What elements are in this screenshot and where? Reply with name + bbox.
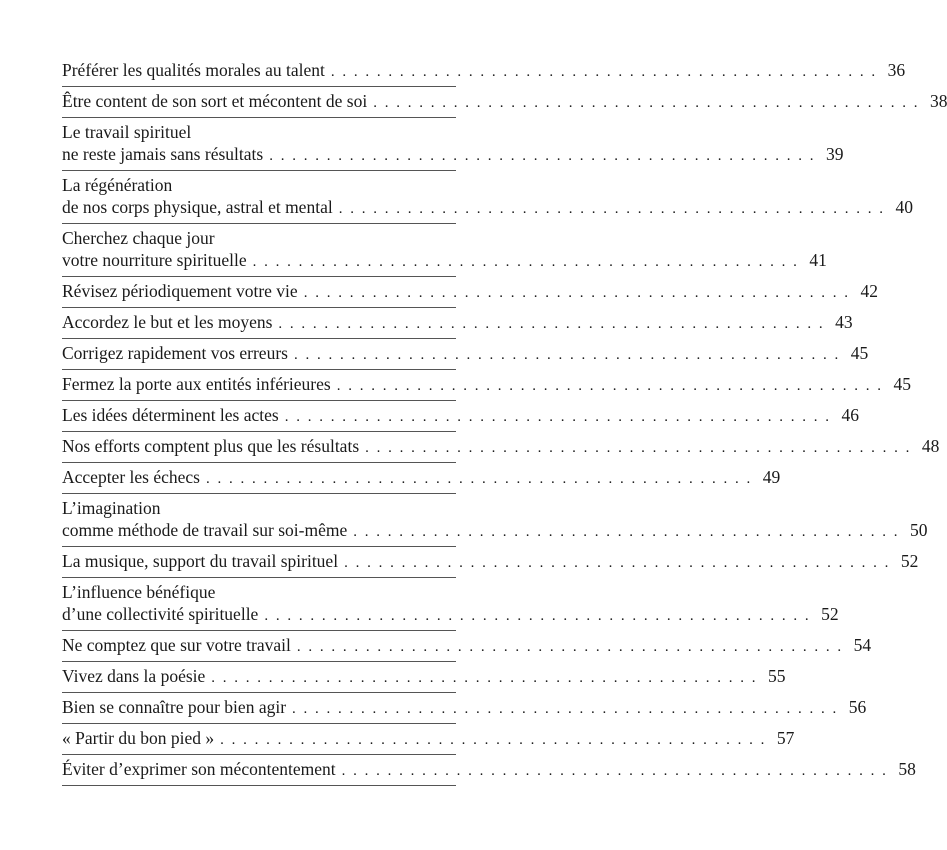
toc-entry-title-line: L’imagination <box>62 498 161 518</box>
toc-page-number: 41 <box>809 250 827 270</box>
toc-page-number: 45 <box>893 374 911 394</box>
toc-entry-title-line: La musique, support du travail spirituel <box>62 551 339 571</box>
toc-entry-title-line: Être content de son sort et mécontent de soi <box>62 91 368 111</box>
toc-entry-title-line: L’influence bénéfique <box>62 582 216 602</box>
toc-page-number: 56 <box>848 697 867 717</box>
toc-entry-last-line <box>62 727 795 751</box>
toc-entry-last-line <box>62 59 906 83</box>
toc-entry-title-line: Révisez périodiquement votre vie <box>62 281 298 301</box>
toc-entry <box>62 432 940 463</box>
dot-leader: . . . . . . . . . . . . . . . . . . . . . . . . . . . . . . . . . . . . . . . . . . . . . . . . <box>293 347 841 363</box>
dot-leader: . . . . . . . . . . . . . . . . . . . . . . . . . . . . . . . . . . . . . . . . . . . . . . . . <box>330 64 878 80</box>
dot-leader: . . . . . . . . . . . . . . . . . . . . . . . . . . . . . . . . . . . . . . . . . . . . . . . . <box>296 639 844 655</box>
toc-entry-last-line <box>62 373 911 397</box>
toc-entry <box>62 755 916 786</box>
toc-entry-title-line: Accepter les échecs <box>62 467 200 487</box>
toc-entry <box>62 370 911 401</box>
dot-leader: . . . . . . . . . . . . . . . . . . . . . . . . . . . . . . . . . . . . . . . . . . . . . . . . <box>338 201 885 217</box>
toc-entry-last-line <box>62 311 853 335</box>
toc-entry <box>62 339 869 370</box>
toc-page-number: 55 <box>768 666 786 686</box>
toc-entry-title-line: Les idées déterminent les actes <box>62 405 279 425</box>
dot-leader: . . . . . . . . . . . . . . . . . . . . . . . . . . . . . . . . . . . . . . . . . . . . . . . . <box>353 524 900 540</box>
toc-entry-last-line <box>62 249 827 273</box>
toc-entry-title-line: d’une collectivité spirituelle <box>62 604 259 624</box>
toc-entry-title-line: ne reste jamais sans résultats <box>62 144 264 164</box>
toc-entry-title-line: comme méthode de travail sur soi-même <box>62 520 348 540</box>
toc-entry-last-line <box>62 634 872 658</box>
toc-page-number: 45 <box>850 343 869 363</box>
dot-leader: . . . . . . . . . . . . . . . . . . . . . . . . . . . . . . . . . . . . . . . . . . . . . . . . <box>284 409 831 425</box>
dot-leader: . . . . . . . . . . . . . . . . . . . . . . . . . . . . . . . . . . . . . . . . . . . . . . . . <box>205 471 753 487</box>
toc-page-number: 42 <box>860 281 878 301</box>
toc-entry-title-line: « Partir du bon pied » <box>62 728 215 748</box>
toc-page-number: 43 <box>835 312 853 332</box>
toc-entry-last-line <box>62 143 844 167</box>
toc-entry-title-line: votre nourriture spirituelle <box>62 250 247 270</box>
toc-page-number: 49 <box>762 467 781 487</box>
toc-entry-last-line <box>62 758 916 782</box>
toc-entry-last-line <box>62 90 947 114</box>
toc-entry <box>62 56 906 87</box>
toc-entry <box>62 171 913 224</box>
toc-entry-title-line: Accordez le but et les moyens <box>62 312 273 332</box>
toc-entry-title-line: Préférer les qualités morales au talent <box>62 60 325 80</box>
toc-entry <box>62 662 786 693</box>
toc-entry-last-line <box>62 342 869 366</box>
toc-page-number: 50 <box>910 520 928 540</box>
toc-page-number: 58 <box>898 759 916 779</box>
toc-entry <box>62 547 919 578</box>
toc-entry <box>62 693 867 724</box>
dot-leader: . . . . . . . . . . . . . . . . . . . . . . . . . . . . . . . . . . . . . . . . . . . . . . . . <box>373 95 920 111</box>
toc-entry <box>62 578 839 631</box>
toc-entry-title-line: Nos efforts comptent plus que les résultats <box>62 436 360 456</box>
table-of-contents <box>62 56 947 786</box>
toc-entry <box>62 277 878 308</box>
toc-entry-last-line <box>62 603 839 627</box>
dot-leader: . . . . . . . . . . . . . . . . . . . . . . . . . . . . . . . . . . . . . . . . . . . . . . . . <box>365 440 912 456</box>
toc-entry-title-line: Bien se connaître pour bien agir <box>62 697 287 717</box>
toc-entry-last-line <box>62 696 867 720</box>
toc-page-number: 52 <box>821 604 839 624</box>
toc-entry-title-line: Cherchez chaque jour <box>62 228 215 248</box>
dot-leader: . . . . . . . . . . . . . . . . . . . . . . . . . . . . . . . . . . . . . . . . . . . . . . . . <box>292 701 839 717</box>
dot-leader: . . . . . . . . . . . . . . . . . . . . . . . . . . . . . . . . . . . . . . . . . . . . . . . . <box>211 670 758 686</box>
toc-page-number: 46 <box>841 405 859 425</box>
dot-leader: . . . . . . . . . . . . . . . . . . . . . . . . . . . . . . . . . . . . . . . . . . . . . . . . <box>252 254 799 270</box>
toc-entry <box>62 224 827 277</box>
toc-entry-title-line: Éviter d’exprimer son mécontentement <box>62 759 336 779</box>
toc-entry-last-line <box>62 466 781 490</box>
dot-leader: . . . . . . . . . . . . . . . . . . . . . . . . . . . . . . . . . . . . . . . . . . . . . . . . <box>269 148 816 164</box>
toc-page-number: 36 <box>887 60 906 80</box>
toc-entry-last-line <box>62 196 913 220</box>
toc-entry-last-line <box>62 519 928 543</box>
toc-entry-title-line: Fermez la porte aux entités inférieures <box>62 374 331 394</box>
toc-page-number: 39 <box>825 144 844 164</box>
toc-entry-title-line: de nos corps physique, astral et mental <box>62 197 333 217</box>
dot-leader: . . . . . . . . . . . . . . . . . . . . . . . . . . . . . . . . . . . . . . . . . . . . . . . . <box>278 316 825 332</box>
toc-entry-last-line <box>62 665 786 689</box>
toc-page-number: 57 <box>776 728 795 748</box>
toc-page-number: 52 <box>900 551 919 571</box>
dot-leader: . . . . . . . . . . . . . . . . . . . . . . . . . . . . . . . . . . . . . . . . . . . . . . . . <box>336 378 883 394</box>
toc-entry-last-line <box>62 280 878 304</box>
toc-entry <box>62 118 844 171</box>
toc-entry-title-line: La régénération <box>62 175 173 195</box>
toc-page-number: 48 <box>921 436 940 456</box>
toc-page-number: 40 <box>895 197 913 217</box>
toc-entry-title-line: Corrigez rapidement vos erreurs <box>62 343 288 363</box>
toc-entry-title-line: Ne comptez que sur votre travail <box>62 635 291 655</box>
toc-entry <box>62 724 795 755</box>
toc-page-number: 38 <box>929 91 947 111</box>
dot-leader: . . . . . . . . . . . . . . . . . . . . . . . . . . . . . . . . . . . . . . . . . . . . . . . . <box>344 555 891 571</box>
toc-entry <box>62 308 853 339</box>
toc-page-number: 54 <box>853 635 872 655</box>
toc-entry-last-line <box>62 435 940 459</box>
toc-entry-title-line: Vivez dans la poésie <box>62 666 206 686</box>
toc-entry-title-line: Le travail spirituel <box>62 122 192 142</box>
dot-leader: . . . . . . . . . . . . . . . . . . . . . . . . . . . . . . . . . . . . . . . . . . . . . . . . <box>341 763 888 779</box>
dot-leader: . . . . . . . . . . . . . . . . . . . . . . . . . . . . . . . . . . . . . . . . . . . . . . . . <box>303 285 850 301</box>
toc-entry <box>62 631 872 662</box>
dot-leader: . . . . . . . . . . . . . . . . . . . . . . . . . . . . . . . . . . . . . . . . . . . . . . . . <box>264 608 811 624</box>
toc-entry <box>62 463 781 494</box>
dot-leader: . . . . . . . . . . . . . . . . . . . . . . . . . . . . . . . . . . . . . . . . . . . . . . . . <box>220 732 767 748</box>
toc-entry <box>62 401 859 432</box>
toc-entry-last-line <box>62 550 919 574</box>
toc-entry-last-line <box>62 404 859 428</box>
toc-entry <box>62 87 947 118</box>
toc-entry <box>62 494 928 547</box>
